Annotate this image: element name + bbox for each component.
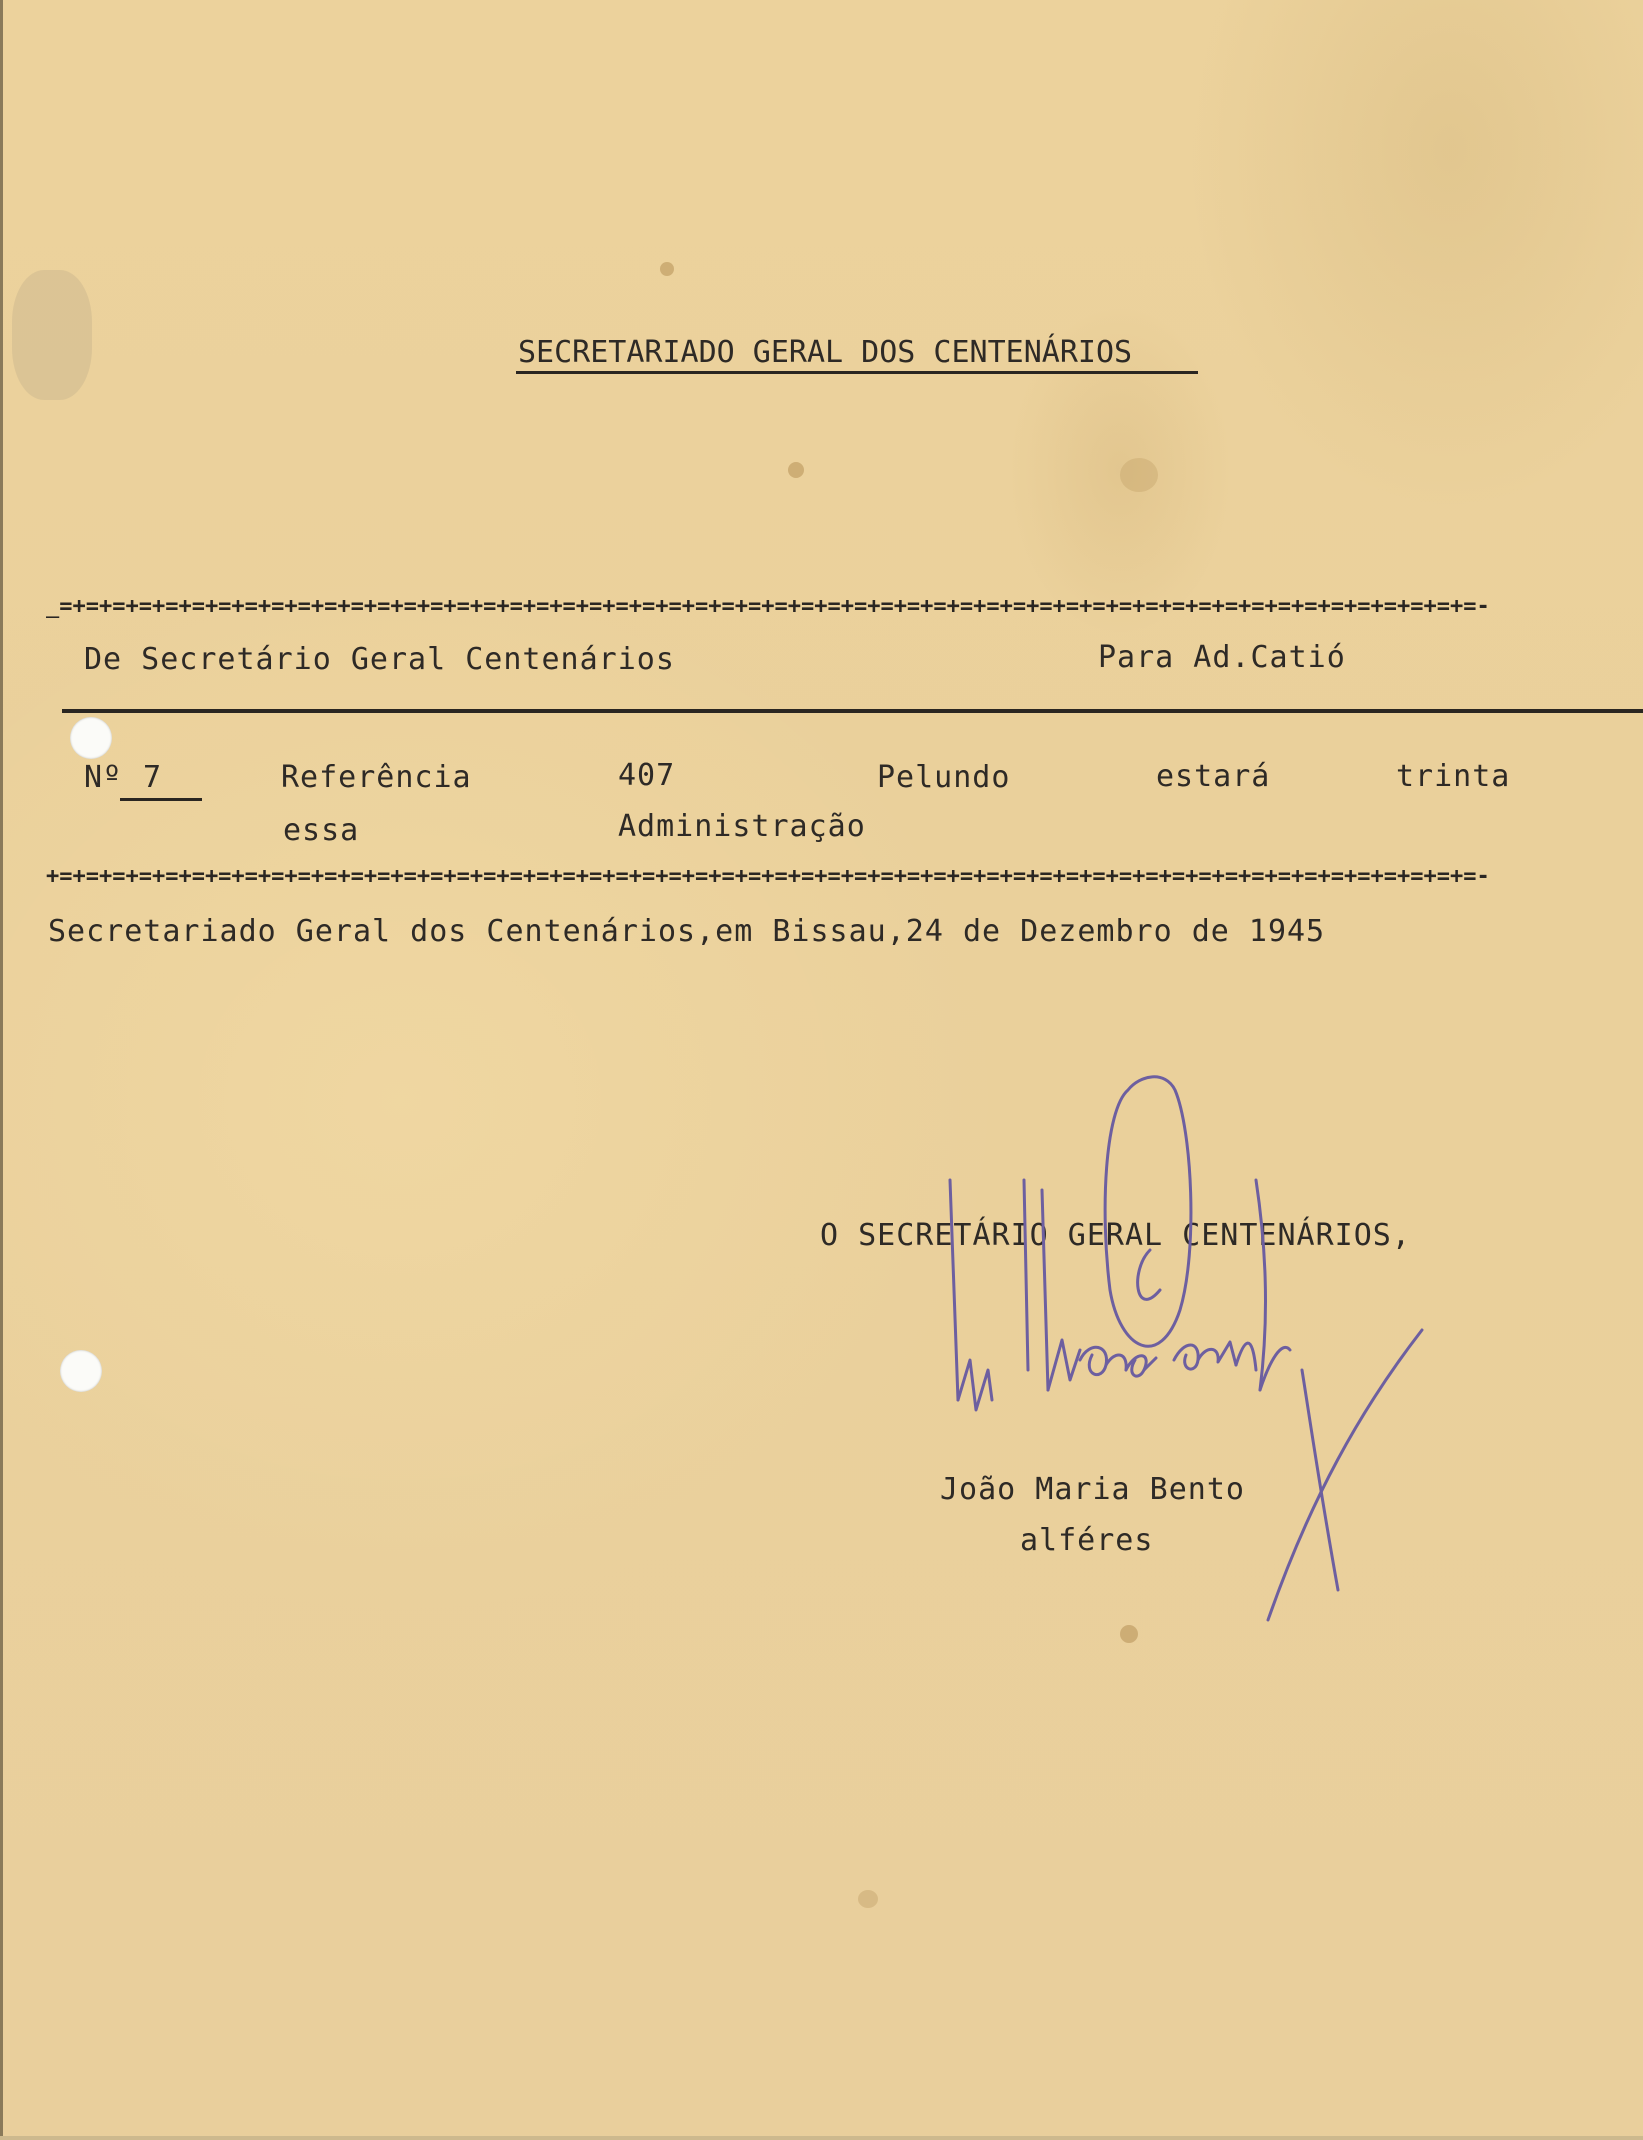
divider-bottom: +=+=+=+=+=+=+=+=+=+=+=+=+=+=+=+=+=+=+=+=+=+=+=+=+=+=+=+=+=+=+=+=+=+=+=+=+=+=+=+=+=+=+=+=+=+=+=+=+=+=+=+=+=+=- — [46, 866, 1490, 888]
header-rule — [62, 709, 1643, 713]
message-word: essa — [283, 813, 360, 848]
paper-stain — [1120, 458, 1158, 492]
message-word: trinta — [1396, 759, 1511, 794]
message-number-value: 7 — [143, 760, 163, 795]
paper-stain — [858, 1890, 878, 1908]
heading-underline — [516, 371, 1198, 374]
message-number-label: Nº — [84, 760, 123, 795]
signatory-rank: alféres — [1020, 1523, 1154, 1558]
handwritten-signature — [930, 1070, 1450, 1630]
message-number-underline — [120, 798, 202, 801]
divider-top: _=+=+=+=+=+=+=+=+=+=+=+=+=+=+=+=+=+=+=+=+=+=+=+=+=+=+=+=+=+=+=+=+=+=+=+=+=+=+=+=+=+=+=+=+=+=+=+=+=+=+=+=+=+=- — [46, 596, 1490, 618]
message-word: Pelundo — [877, 760, 1011, 795]
page-left-edge — [0, 0, 3, 2140]
paper-stain — [12, 270, 92, 400]
paper-stain — [660, 262, 674, 276]
message-word: estará — [1156, 759, 1271, 794]
place-and-date: Secretariado Geral dos Centenários,em Bissau,24 de Dezembro de 1945 — [48, 914, 1326, 949]
punch-hole-bottom — [60, 1350, 102, 1392]
to-line: Para Ad.Catió — [1098, 640, 1346, 675]
page-bottom-edge — [0, 2136, 1643, 2140]
message-word: Referência — [281, 760, 472, 795]
from-line: De Secretário Geral Centenários — [84, 642, 675, 677]
signatory-name: João Maria Bento — [940, 1472, 1245, 1507]
message-word: 407 — [618, 758, 676, 793]
paper-stain — [788, 462, 804, 478]
signatory-title: O SECRETÁRIO GERAL CENTENÁRIOS, — [820, 1218, 1411, 1253]
punch-hole-top — [70, 717, 112, 759]
document-heading: SECRETARIADO GERAL DOS CENTENÁRIOS — [518, 335, 1133, 370]
message-word: Administração — [618, 809, 866, 844]
